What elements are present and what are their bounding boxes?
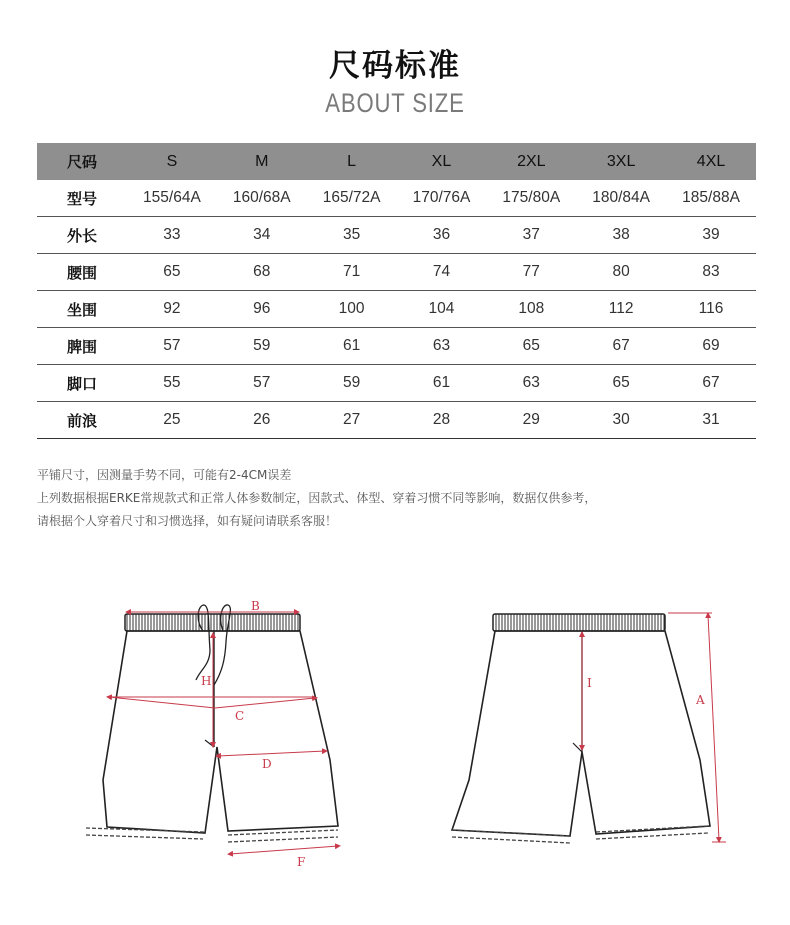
label-h: H <box>201 674 212 688</box>
table-cell: 155/64A <box>127 180 217 217</box>
table-cell: 57 <box>127 328 217 365</box>
size-header: M <box>217 143 307 180</box>
table-cell: 63 <box>397 328 487 365</box>
table-row <box>37 291 756 328</box>
table-row <box>37 180 756 217</box>
size-header: S <box>127 143 217 180</box>
label-a: A <box>696 693 705 707</box>
size-header: 2XL <box>486 143 576 180</box>
row-label: 外长 <box>37 217 127 254</box>
table-cell: 80 <box>576 254 666 291</box>
table-cell: 59 <box>217 328 307 365</box>
row-label: 坐围 <box>37 291 127 328</box>
table-cell: 112 <box>576 291 666 328</box>
table-cell: 31 <box>666 402 756 439</box>
size-chart-table <box>37 143 756 439</box>
table-cell: 61 <box>397 365 487 402</box>
table-cell: 170/76A <box>397 180 487 217</box>
table-cell: 68 <box>217 254 307 291</box>
row-label: 前浪 <box>37 402 127 439</box>
row-label: 腰围 <box>37 254 127 291</box>
row-label: 脾围 <box>37 328 127 365</box>
front-outline <box>103 631 338 833</box>
table-cell: 69 <box>666 328 756 365</box>
table-cell: 96 <box>217 291 307 328</box>
front-shorts <box>86 599 338 869</box>
table-cell: 67 <box>576 328 666 365</box>
table-cell: 27 <box>307 402 397 439</box>
row-label: 脚口 <box>37 365 127 402</box>
size-header: XL <box>397 143 487 180</box>
table-cell: 35 <box>307 217 397 254</box>
table-cell: 26 <box>217 402 307 439</box>
table-cell: 34 <box>217 217 307 254</box>
measure-line-f <box>230 846 338 854</box>
label-f: F <box>297 855 306 869</box>
label-i: I <box>587 676 592 690</box>
size-header: 3XL <box>576 143 666 180</box>
table-cell: 33 <box>127 217 217 254</box>
measure-line-d <box>218 751 325 756</box>
page-subtitle: ABOUT SIZE <box>325 88 465 118</box>
table-cell: 28 <box>397 402 487 439</box>
table-cell: 61 <box>307 328 397 365</box>
back-shorts <box>452 613 726 843</box>
size-header: L <box>307 143 397 180</box>
size-header: 4XL <box>666 143 756 180</box>
size-notes <box>37 464 757 533</box>
table-row <box>37 402 756 439</box>
table-cell: 38 <box>576 217 666 254</box>
back-waistband <box>493 614 665 631</box>
table-cell: 25 <box>127 402 217 439</box>
table-cell: 175/80A <box>486 180 576 217</box>
table-cell: 63 <box>486 365 576 402</box>
label-d: D <box>262 757 272 771</box>
table-cell: 65 <box>127 254 217 291</box>
table-cell: 185/88A <box>666 180 756 217</box>
table-cell: 29 <box>486 402 576 439</box>
table-cell: 30 <box>576 402 666 439</box>
table-header-row <box>37 143 756 180</box>
label-b: B <box>251 599 260 613</box>
table-cell: 57 <box>217 365 307 402</box>
measure-line-a <box>708 615 719 840</box>
table-cell: 77 <box>486 254 576 291</box>
table-cell: 65 <box>486 328 576 365</box>
table-cell: 180/84A <box>576 180 666 217</box>
table-cell: 116 <box>666 291 756 328</box>
note-line: 上列数据根据ERKE常规款式和正常人体参数制定，因款式、体型、穿着习惯不同等影响，数据仅供参考， <box>37 491 597 505</box>
table-cell: 92 <box>127 291 217 328</box>
header-label: 尺码 <box>37 143 127 180</box>
table-cell: 74 <box>397 254 487 291</box>
table-row <box>37 254 756 291</box>
table-cell: 71 <box>307 254 397 291</box>
table-row <box>37 365 756 402</box>
table-cell: 104 <box>397 291 487 328</box>
shorts-measurement-diagram <box>0 590 790 880</box>
front-waistband <box>125 614 300 631</box>
table-cell: 37 <box>486 217 576 254</box>
table-cell: 160/68A <box>217 180 307 217</box>
table-cell: 108 <box>486 291 576 328</box>
table-row <box>37 217 756 254</box>
note-line: 平铺尺寸，因测量手势不同，可能有2-4CM误差 <box>37 468 292 482</box>
note-line: 请根据个人穿着尺寸和习惯选择，如有疑问请联系客服！ <box>37 514 338 528</box>
table-cell: 65 <box>576 365 666 402</box>
page-title: 尺码标准 <box>329 48 461 84</box>
back-outline <box>452 631 710 836</box>
table-cell: 39 <box>666 217 756 254</box>
table-cell: 55 <box>127 365 217 402</box>
table-row <box>37 328 756 365</box>
table-cell: 165/72A <box>307 180 397 217</box>
label-c: C <box>235 709 245 723</box>
table-cell: 100 <box>307 291 397 328</box>
table-cell: 83 <box>666 254 756 291</box>
table-cell: 59 <box>307 365 397 402</box>
row-label: 型号 <box>37 180 127 217</box>
table-cell: 67 <box>666 365 756 402</box>
table-cell: 36 <box>397 217 487 254</box>
